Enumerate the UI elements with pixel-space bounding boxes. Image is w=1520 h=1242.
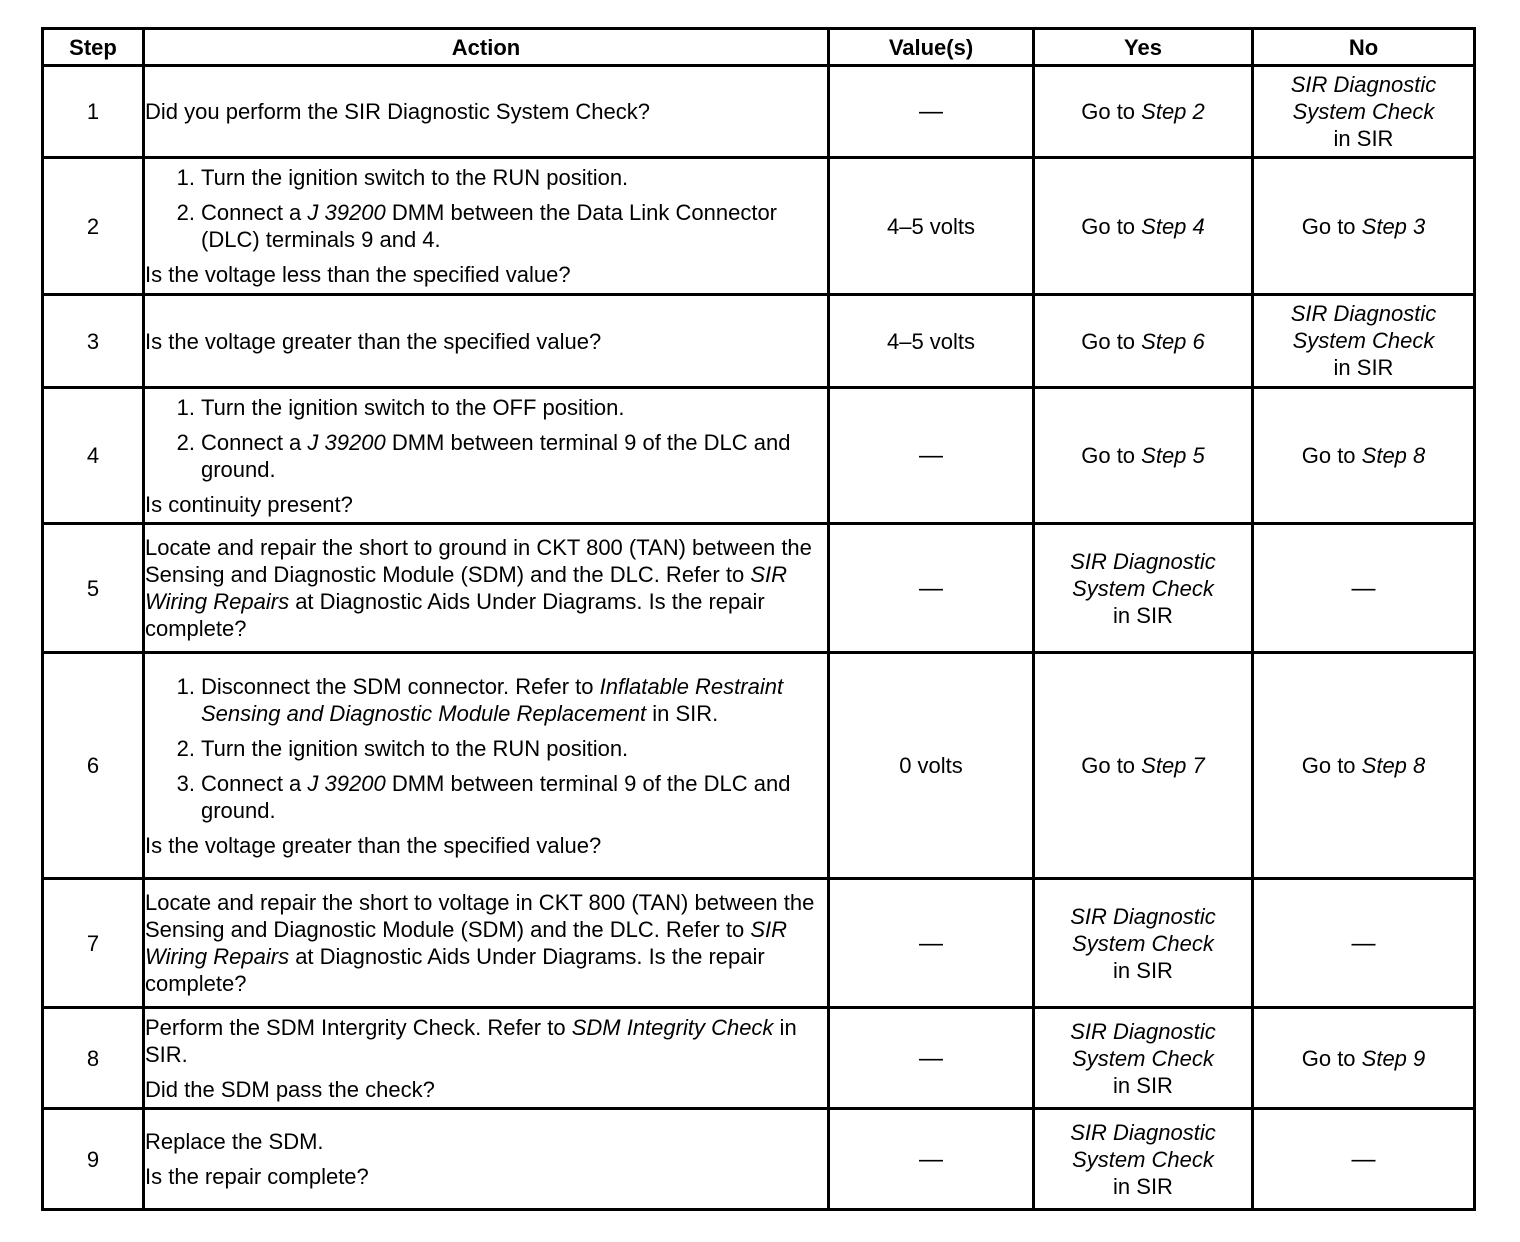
no-cell [1253,295,1475,388]
action-cell [144,653,829,879]
step-index: 1. [176,394,195,420]
goto-prefix: Go to [1301,753,1362,778]
yes-cell [1034,158,1253,295]
ref-line-2: System Check [1072,1045,1214,1071]
yes-cell [1034,295,1253,388]
goto-target: Step 7 [1141,753,1205,778]
value-cell: — [829,388,1034,524]
step-text: Disconnect the SDM connector. Refer to [201,673,600,699]
action-cell [144,295,829,388]
table-row [43,66,1475,158]
no-cell [1253,653,1475,879]
ref-line-3: in SIR [1333,126,1394,151]
step-number: 8 [43,1008,144,1109]
doc-reference: SDM Integrity Check [571,1014,774,1040]
ref-line-3: in SIR [1333,355,1394,380]
value-cell: 0 volts [829,653,1034,879]
step-index: 2. [176,429,195,455]
value-cell: — [829,1008,1034,1109]
ref-line-2: System Check [1072,1146,1214,1172]
goto-prefix: Go to [1081,328,1142,354]
no-cell: — [1253,524,1475,653]
action-step [176,199,827,253]
ref-line-2: System Check [1072,930,1214,956]
ref-line-1: SIR Diagnostic [1070,548,1216,574]
step-text: Connect a [201,429,308,455]
goto-prefix: Go to [1081,99,1142,124]
header-step: Step [43,29,144,66]
ref-line-3: in SIR [1113,1173,1173,1199]
step-index: 2. [176,200,195,225]
action-cell [144,66,829,158]
table-row [43,653,1475,879]
ref-line-1: SIR Diagnostic [1290,72,1437,97]
action-question: Is continuity present? [145,491,353,517]
table-row [43,879,1475,1008]
no-cell: — [1253,879,1475,1008]
action-step [176,770,827,824]
yes-cell [1034,1109,1253,1210]
action-step [176,735,827,762]
step-number: 4 [43,388,144,524]
ref-line-1: SIR Diagnostic [1070,1119,1216,1145]
value-cell: — [829,879,1034,1008]
step-number: 2 [43,158,144,295]
yes-cell [1034,66,1253,158]
action-steps [145,164,827,253]
step-index: 2. [176,735,195,761]
header-row [43,29,1475,66]
step-text: Turn the ignition switch to the RUN position. [201,735,629,761]
action-question: Is the voltage greater than the specified value? [145,328,602,354]
yes-cell [1034,388,1253,524]
action-steps [145,394,827,483]
value-cell: — [829,524,1034,653]
goto-target: Step 9 [1361,1045,1426,1071]
goto-prefix: Go to [1081,443,1142,468]
tool-name: J 39200 [307,200,386,225]
step-text: Turn the ignition switch to the RUN position. [201,165,629,190]
goto-target: Step 5 [1141,443,1205,468]
diagnostic-table [41,27,1476,1211]
goto-target: Step 8 [1361,443,1426,468]
yes-cell [1034,1008,1253,1109]
step-number: 1 [43,66,144,158]
action-text: Locate and repair the short to ground in CKT 800 (TAN) between the Sensing and Diagnostic Module (SDM) and the DLC. Refer to [145,535,812,587]
step-index: 1. [176,673,195,699]
no-cell [1253,66,1475,158]
action-question: Is the voltage less than the specified value? [145,262,571,287]
action-text-pre: Perform the SDM Intergrity Check. Refer to [145,1014,572,1040]
header-yes: Yes [1034,29,1253,66]
ref-line-3: in SIR [1113,957,1173,983]
action-text: at Diagnostic Aids Under Diagrams. Is the repair complete? [145,589,765,641]
doc-reference: SIR Wiring Repairs [145,917,787,969]
goto-target: Step 2 [1141,99,1205,124]
action-cell [144,158,829,295]
header-no: No [1253,29,1475,66]
table-row [43,158,1475,295]
step-index: 3. [176,770,195,796]
action-question: Did the SDM pass the check? [145,1076,435,1102]
action-text: Locate and repair the short to voltage in CKT 800 (TAN) between the Sensing and Diagnostic Module (SDM) and the DLC. Refer to [145,890,815,942]
tool-name: J 39200 [307,429,386,455]
ref-line-1: SIR Diagnostic [1290,301,1437,326]
goto-prefix: Go to [1301,213,1362,239]
goto-target: Step 8 [1361,753,1426,778]
table-row [43,1008,1475,1109]
step-text: Connect a [201,770,308,796]
action-question: Is the repair complete? [145,1164,369,1189]
header-action: Action [144,29,829,66]
step-number: 6 [43,653,144,879]
ref-line-1: SIR Diagnostic [1070,1018,1216,1044]
no-cell [1253,1008,1475,1109]
no-cell: — [1253,1109,1475,1210]
goto-target: Step 4 [1141,213,1205,239]
action-text [145,1014,827,1068]
step-index: 1. [176,165,195,190]
table-row [43,295,1475,388]
value-cell: 4–5 volts [829,158,1034,295]
action-cell [144,1008,829,1109]
step-text: Turn the ignition switch to the OFF position. [201,394,625,420]
ref-line-1: SIR Diagnostic [1070,903,1216,929]
action-cell [144,879,829,1008]
goto-prefix: Go to [1081,753,1142,778]
action-steps [145,673,827,824]
header-values: Value(s) [829,29,1034,66]
doc-reference: SIR Wiring Repairs [145,562,787,614]
table-row [43,1109,1475,1210]
action-step [176,394,827,421]
goto-target: Step 3 [1361,213,1426,239]
action-step [176,673,827,727]
ref-line-2: System Check [1292,99,1435,124]
table-row [43,524,1475,653]
action-step [176,164,827,191]
yes-cell [1034,879,1253,1008]
value-cell: — [829,1109,1034,1210]
no-cell [1253,388,1475,524]
ref-line-3: in SIR [1113,602,1173,628]
action-question: Is the voltage greater than the specified value? [145,832,602,858]
action-step [176,429,827,483]
action-question: Did you perform the SIR Diagnostic System Check? [145,99,650,124]
ref-line-3: in SIR [1113,1072,1173,1098]
action-text-post: in SIR. [145,1014,797,1067]
action-statement: Replace the SDM. [145,1129,324,1154]
goto-target: Step 6 [1141,328,1205,354]
ref-line-2: System Check [1072,575,1214,601]
step-number: 5 [43,524,144,653]
action-cell [144,388,829,524]
action-cell [144,524,829,653]
step-text: Connect a [201,200,308,225]
no-cell [1253,158,1475,295]
value-cell: — [829,66,1034,158]
step-number: 9 [43,1109,144,1210]
yes-cell [1034,524,1253,653]
goto-prefix: Go to [1081,213,1142,239]
goto-prefix: Go to [1301,1045,1362,1071]
step-number: 3 [43,295,144,388]
tool-name: J 39200 [307,770,386,796]
step-text: DMM between the Data Link Connector (DLC) terminals 9 and 4. [201,200,778,252]
action-cell [144,1109,829,1210]
step-text: DMM between terminal 9 of the DLC and ground. [201,429,791,482]
doc-reference: Inflatable Restraint Sensing and Diagnostic Module Replacement [201,673,784,726]
action-text: at Diagnostic Aids Under Diagrams. Is the repair complete? [145,944,765,996]
goto-prefix: Go to [1301,443,1362,468]
step-text: DMM between terminal 9 of the DLC and ground. [201,770,791,823]
step-text: in SIR. [646,700,719,726]
step-number: 7 [43,879,144,1008]
table-row [43,388,1475,524]
ref-line-2: System Check [1292,328,1435,353]
value-cell: 4–5 volts [829,295,1034,388]
yes-cell [1034,653,1253,879]
